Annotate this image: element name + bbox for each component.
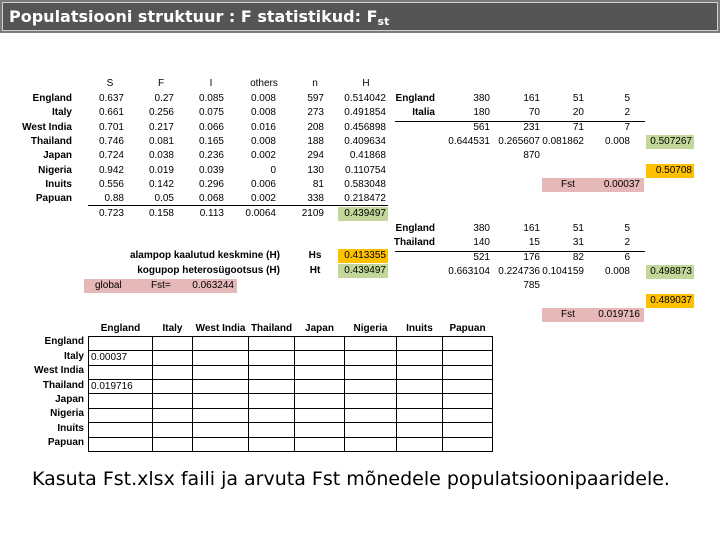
pair2-count-cell: 380 <box>473 223 490 234</box>
row-label-england: England <box>32 93 72 104</box>
cell-n: 597 <box>307 93 324 104</box>
matrix-cell <box>397 408 443 422</box>
matrix-cell: 0.00037 <box>89 351 153 365</box>
matrix-cell <box>345 437 397 451</box>
matrix-cell <box>89 336 153 350</box>
slide-title-subscript: st <box>377 15 390 28</box>
matrix-cell <box>295 437 345 451</box>
pair1-ht-value: 0.507267 <box>646 135 694 149</box>
cell-others: 0.016 <box>250 121 276 133</box>
matrix-cell <box>89 437 153 451</box>
cell-i: 0.075 <box>198 107 224 119</box>
pair2-freq-cell: 0.008 <box>604 265 630 277</box>
matrix-cell <box>397 351 443 365</box>
pair2-count-cell: 51 <box>572 223 584 234</box>
matrix-cell <box>89 408 153 422</box>
matrix-cell <box>443 437 493 451</box>
cell-i: 0.236 <box>198 150 224 162</box>
cell-i: 0.066 <box>198 121 224 133</box>
pair2-ht-value: 0.498873 <box>646 265 694 279</box>
cell-s: 0.88 <box>104 193 124 205</box>
pair2-freq-cell: 0.663104 <box>448 265 490 277</box>
global-fst-label: Fst= <box>151 280 171 291</box>
cell-f: 0.142 <box>148 178 174 190</box>
pair1-count-cell: 7 <box>624 121 630 133</box>
matrix-cell <box>397 365 443 379</box>
cell-h: 0.409634 <box>344 135 386 147</box>
pair2-count-cell: 31 <box>572 237 584 249</box>
total-others: 0.0064 <box>245 208 276 219</box>
matrix-cell <box>153 394 193 408</box>
matrix-cell <box>193 380 249 394</box>
total-f: 0.158 <box>148 208 174 219</box>
cell-n: 273 <box>307 107 324 119</box>
matrix-row-label: West India <box>34 365 84 377</box>
pair2-count-cell: 2 <box>624 237 630 249</box>
matrix-cell <box>345 423 397 437</box>
matrix-col-italy: Italy <box>153 322 193 336</box>
matrix-col-west-india: West India <box>193 322 249 336</box>
header-f: F <box>157 78 165 89</box>
matrix-row-papuan <box>84 437 493 451</box>
cell-h: 0.218472 <box>344 193 386 205</box>
row-label-west-india: West India <box>22 121 72 133</box>
pair1-count-cell: 51 <box>572 93 584 104</box>
pair1-count-cell: 70 <box>528 107 540 119</box>
cell-others: 0.008 <box>250 107 276 119</box>
row-label-papuan: Papuan <box>35 193 72 205</box>
matrix-row-label: Japan <box>55 393 84 405</box>
matrix-cell <box>397 336 443 350</box>
matrix-cell <box>443 365 493 379</box>
cell-n: 130 <box>307 164 324 176</box>
matrix-cell <box>443 336 493 350</box>
matrix-cell <box>397 437 443 451</box>
pair1-count-cell: 20 <box>572 107 584 119</box>
pair1-count-cell: 561 <box>473 121 490 133</box>
cell-h: 0.456898 <box>344 121 386 133</box>
cell-n: 81 <box>312 178 324 190</box>
row-label-japan: Japan <box>43 150 72 162</box>
matrix-cell <box>345 394 397 408</box>
cell-n: 208 <box>307 121 324 133</box>
global-fst-value: 0.063244 <box>192 280 234 291</box>
matrix-cell <box>345 365 397 379</box>
matrix-cell <box>89 423 153 437</box>
header-i: I <box>209 78 213 89</box>
cell-others: 0.006 <box>250 178 276 190</box>
ht-name: Ht <box>309 265 321 276</box>
pair1-count-cell: 380 <box>473 93 490 104</box>
matrix-row-england <box>84 336 493 350</box>
pair2-count-cell: 161 <box>523 223 540 234</box>
pair1-fst-label: Fst <box>561 178 575 190</box>
matrix-cell <box>345 380 397 394</box>
pair2-count-cell: 6 <box>624 251 630 263</box>
matrix-cell <box>193 394 249 408</box>
fst-matrix <box>34 322 493 452</box>
pair1-hs-value: 0.50708 <box>646 164 694 178</box>
cell-h: 0.583048 <box>344 178 386 190</box>
cell-n: 338 <box>307 193 324 205</box>
pair1-pop1-label: England <box>395 93 435 104</box>
matrix-cell <box>443 408 493 422</box>
cell-others: 0.008 <box>250 135 276 147</box>
matrix-row-west-india <box>84 365 493 379</box>
matrix-cell <box>295 394 345 408</box>
pair1-freq-cell: 0.644531 <box>448 135 490 147</box>
row-label-nigeria: Nigeria <box>38 164 72 176</box>
matrix-col-papuan: Papuan <box>443 322 493 336</box>
matrix-cell <box>153 336 193 350</box>
total-s: 0.723 <box>98 208 124 219</box>
matrix-cell <box>295 423 345 437</box>
pair2-fst-label: Fst <box>561 308 575 320</box>
matrix-cell <box>443 380 493 394</box>
matrix-cell <box>89 394 153 408</box>
cell-others: 0.002 <box>250 150 276 162</box>
matrix-cell <box>249 351 295 365</box>
global-label: global <box>95 280 122 291</box>
pair2-freq-cell: 0.224736 <box>498 265 540 277</box>
cell-h: 0.491854 <box>344 107 386 119</box>
cell-f: 0.038 <box>148 150 174 162</box>
pair1-freq-cell: 0.081862 <box>542 135 584 147</box>
pair2-count-cell: 5 <box>624 223 630 234</box>
pair1-count-cell: 180 <box>473 107 490 119</box>
matrix-cell <box>193 365 249 379</box>
cell-h: 0.514042 <box>344 93 386 104</box>
cell-s: 0.661 <box>98 107 124 119</box>
matrix-col-inuits: Inuits <box>397 322 443 336</box>
matrix-row-italy <box>84 351 493 365</box>
cell-f: 0.05 <box>154 193 174 205</box>
cell-s: 0.701 <box>98 121 124 133</box>
cell-s: 0.724 <box>98 150 124 162</box>
cell-others: 0.008 <box>250 93 276 104</box>
pair2-count-cell: 521 <box>473 251 490 263</box>
cell-s: 0.637 <box>98 93 124 104</box>
matrix-cell <box>153 380 193 394</box>
matrix-row-japan <box>84 394 493 408</box>
matrix-col-thailand: Thailand <box>249 322 295 336</box>
matrix-cell <box>345 408 397 422</box>
matrix-cell <box>153 437 193 451</box>
matrix-cell <box>249 394 295 408</box>
matrix-cell <box>193 437 249 451</box>
matrix-cell <box>295 408 345 422</box>
ht-label: kogupop heterosügootsus (H) <box>137 265 280 276</box>
cell-s: 0.556 <box>98 178 124 190</box>
pair1-freq-cell: 0.008 <box>604 135 630 147</box>
matrix-row-nigeria <box>84 408 493 422</box>
matrix-cell <box>153 365 193 379</box>
pair1-n-total: 870 <box>523 150 540 162</box>
matrix-cell <box>153 351 193 365</box>
matrix-row-label: Inuits <box>57 422 84 434</box>
matrix-row-label: Nigeria <box>50 408 84 420</box>
cell-s: 0.942 <box>98 164 124 176</box>
row-label-italy: Italy <box>51 107 72 119</box>
cell-n: 294 <box>307 150 324 162</box>
matrix-cell <box>249 380 295 394</box>
matrix-cell <box>345 351 397 365</box>
row-label-inuits: Inuits <box>45 178 72 190</box>
matrix-col-england: England <box>89 322 153 336</box>
cell-i: 0.165 <box>198 135 224 147</box>
cell-h: 0.110754 <box>345 164 386 176</box>
pair2-fst-value: 0.019716 <box>598 308 640 320</box>
cell-i: 0.296 <box>198 178 224 190</box>
cell-others: 0.002 <box>250 193 276 205</box>
matrix-row-label: England <box>44 336 84 348</box>
cell-i: 0.039 <box>198 164 224 176</box>
matrix-cell <box>193 351 249 365</box>
pair2-hs-value: 0.489037 <box>646 294 694 308</box>
hs-label: alampop kaalutud keskmine (H) <box>129 250 280 261</box>
matrix-col-nigeria: Nigeria <box>345 322 397 336</box>
cell-n: 188 <box>307 135 324 147</box>
matrix-cell <box>249 437 295 451</box>
slide-caption: Kasuta Fst.xlsx faili ja arvuta Fst mõnedele populatsioonipaaridele. <box>32 468 670 490</box>
pair1-count-cell: 2 <box>624 107 630 119</box>
row-label-thailand: Thailand <box>30 135 72 147</box>
cell-f: 0.27 <box>154 93 174 104</box>
matrix-col-japan: Japan <box>295 322 345 336</box>
pair2-n-total: 785 <box>523 280 540 292</box>
matrix-cell <box>443 394 493 408</box>
hs-name: Hs <box>308 250 322 261</box>
matrix-cell <box>397 380 443 394</box>
matrix-cell <box>443 423 493 437</box>
pair2-count-cell: 15 <box>528 237 540 249</box>
pair1-count-cell: 231 <box>523 121 540 133</box>
matrix-cell <box>295 365 345 379</box>
hs-value: 0.413355 <box>338 249 388 263</box>
matrix-cell <box>193 336 249 350</box>
pair2-count-cell: 140 <box>473 237 490 249</box>
pair2-count-cell: 176 <box>523 251 540 263</box>
pair1-fst-value: 0.00037 <box>603 178 640 190</box>
matrix-header-row <box>84 322 493 336</box>
pair2-freq-cell: 0.104159 <box>542 265 584 277</box>
matrix-cell <box>249 365 295 379</box>
cell-f: 0.256 <box>148 107 174 119</box>
header-s: S <box>106 78 114 89</box>
total-i: 0.113 <box>199 208 224 219</box>
matrix-cell <box>295 351 345 365</box>
pair2-pop1-label: England <box>395 223 435 234</box>
matrix-cell <box>193 408 249 422</box>
ht-value: 0.439497 <box>338 264 388 278</box>
cell-f: 0.019 <box>148 164 174 176</box>
pair2-pop2-label: Thailand <box>393 237 435 249</box>
cell-i: 0.085 <box>198 93 224 104</box>
pair1-freq-cell: 0.265607 <box>498 135 540 147</box>
pair1-count-cell: 161 <box>523 93 540 104</box>
totals-divider <box>88 205 388 206</box>
matrix-cell <box>249 336 295 350</box>
pair1-count-cell: 71 <box>572 121 584 133</box>
cell-others: 0 <box>270 164 276 176</box>
header-others: others <box>250 78 278 89</box>
cell-i: 0.068 <box>198 193 224 205</box>
total-n: 2109 <box>301 208 324 219</box>
matrix-row-label: Papuan <box>47 437 84 449</box>
cell-s: 0.746 <box>98 135 124 147</box>
matrix-cell <box>249 408 295 422</box>
pair2-count-cell: 82 <box>572 251 584 263</box>
matrix-row-label: Italy <box>63 350 84 362</box>
matrix-cell <box>397 423 443 437</box>
matrix-cell: 0.019716 <box>89 380 153 394</box>
cell-h: 0.41868 <box>349 150 386 162</box>
total-h: 0.439497 <box>338 207 388 221</box>
matrix-cell <box>295 380 345 394</box>
matrix-row-label: Thailand <box>42 379 84 391</box>
slide-title-main: Populatsiooni struktuur : F statistikud: F <box>9 7 378 26</box>
header-h: H <box>362 78 370 89</box>
pair1-pop2-label: Italia <box>412 107 435 119</box>
matrix-cell <box>153 423 193 437</box>
matrix-cell <box>397 394 443 408</box>
matrix-cell <box>345 336 397 350</box>
matrix-cell <box>193 423 249 437</box>
matrix-cell <box>249 423 295 437</box>
matrix-row-inuits <box>84 423 493 437</box>
matrix-cell <box>153 408 193 422</box>
matrix-row-thailand <box>84 380 493 394</box>
matrix-cell <box>295 336 345 350</box>
matrix-cell <box>89 365 153 379</box>
header-n: n <box>312 78 318 89</box>
cell-f: 0.217 <box>148 121 174 133</box>
cell-f: 0.081 <box>148 135 174 147</box>
pair1-count-cell: 5 <box>624 93 630 104</box>
matrix-cell <box>443 351 493 365</box>
